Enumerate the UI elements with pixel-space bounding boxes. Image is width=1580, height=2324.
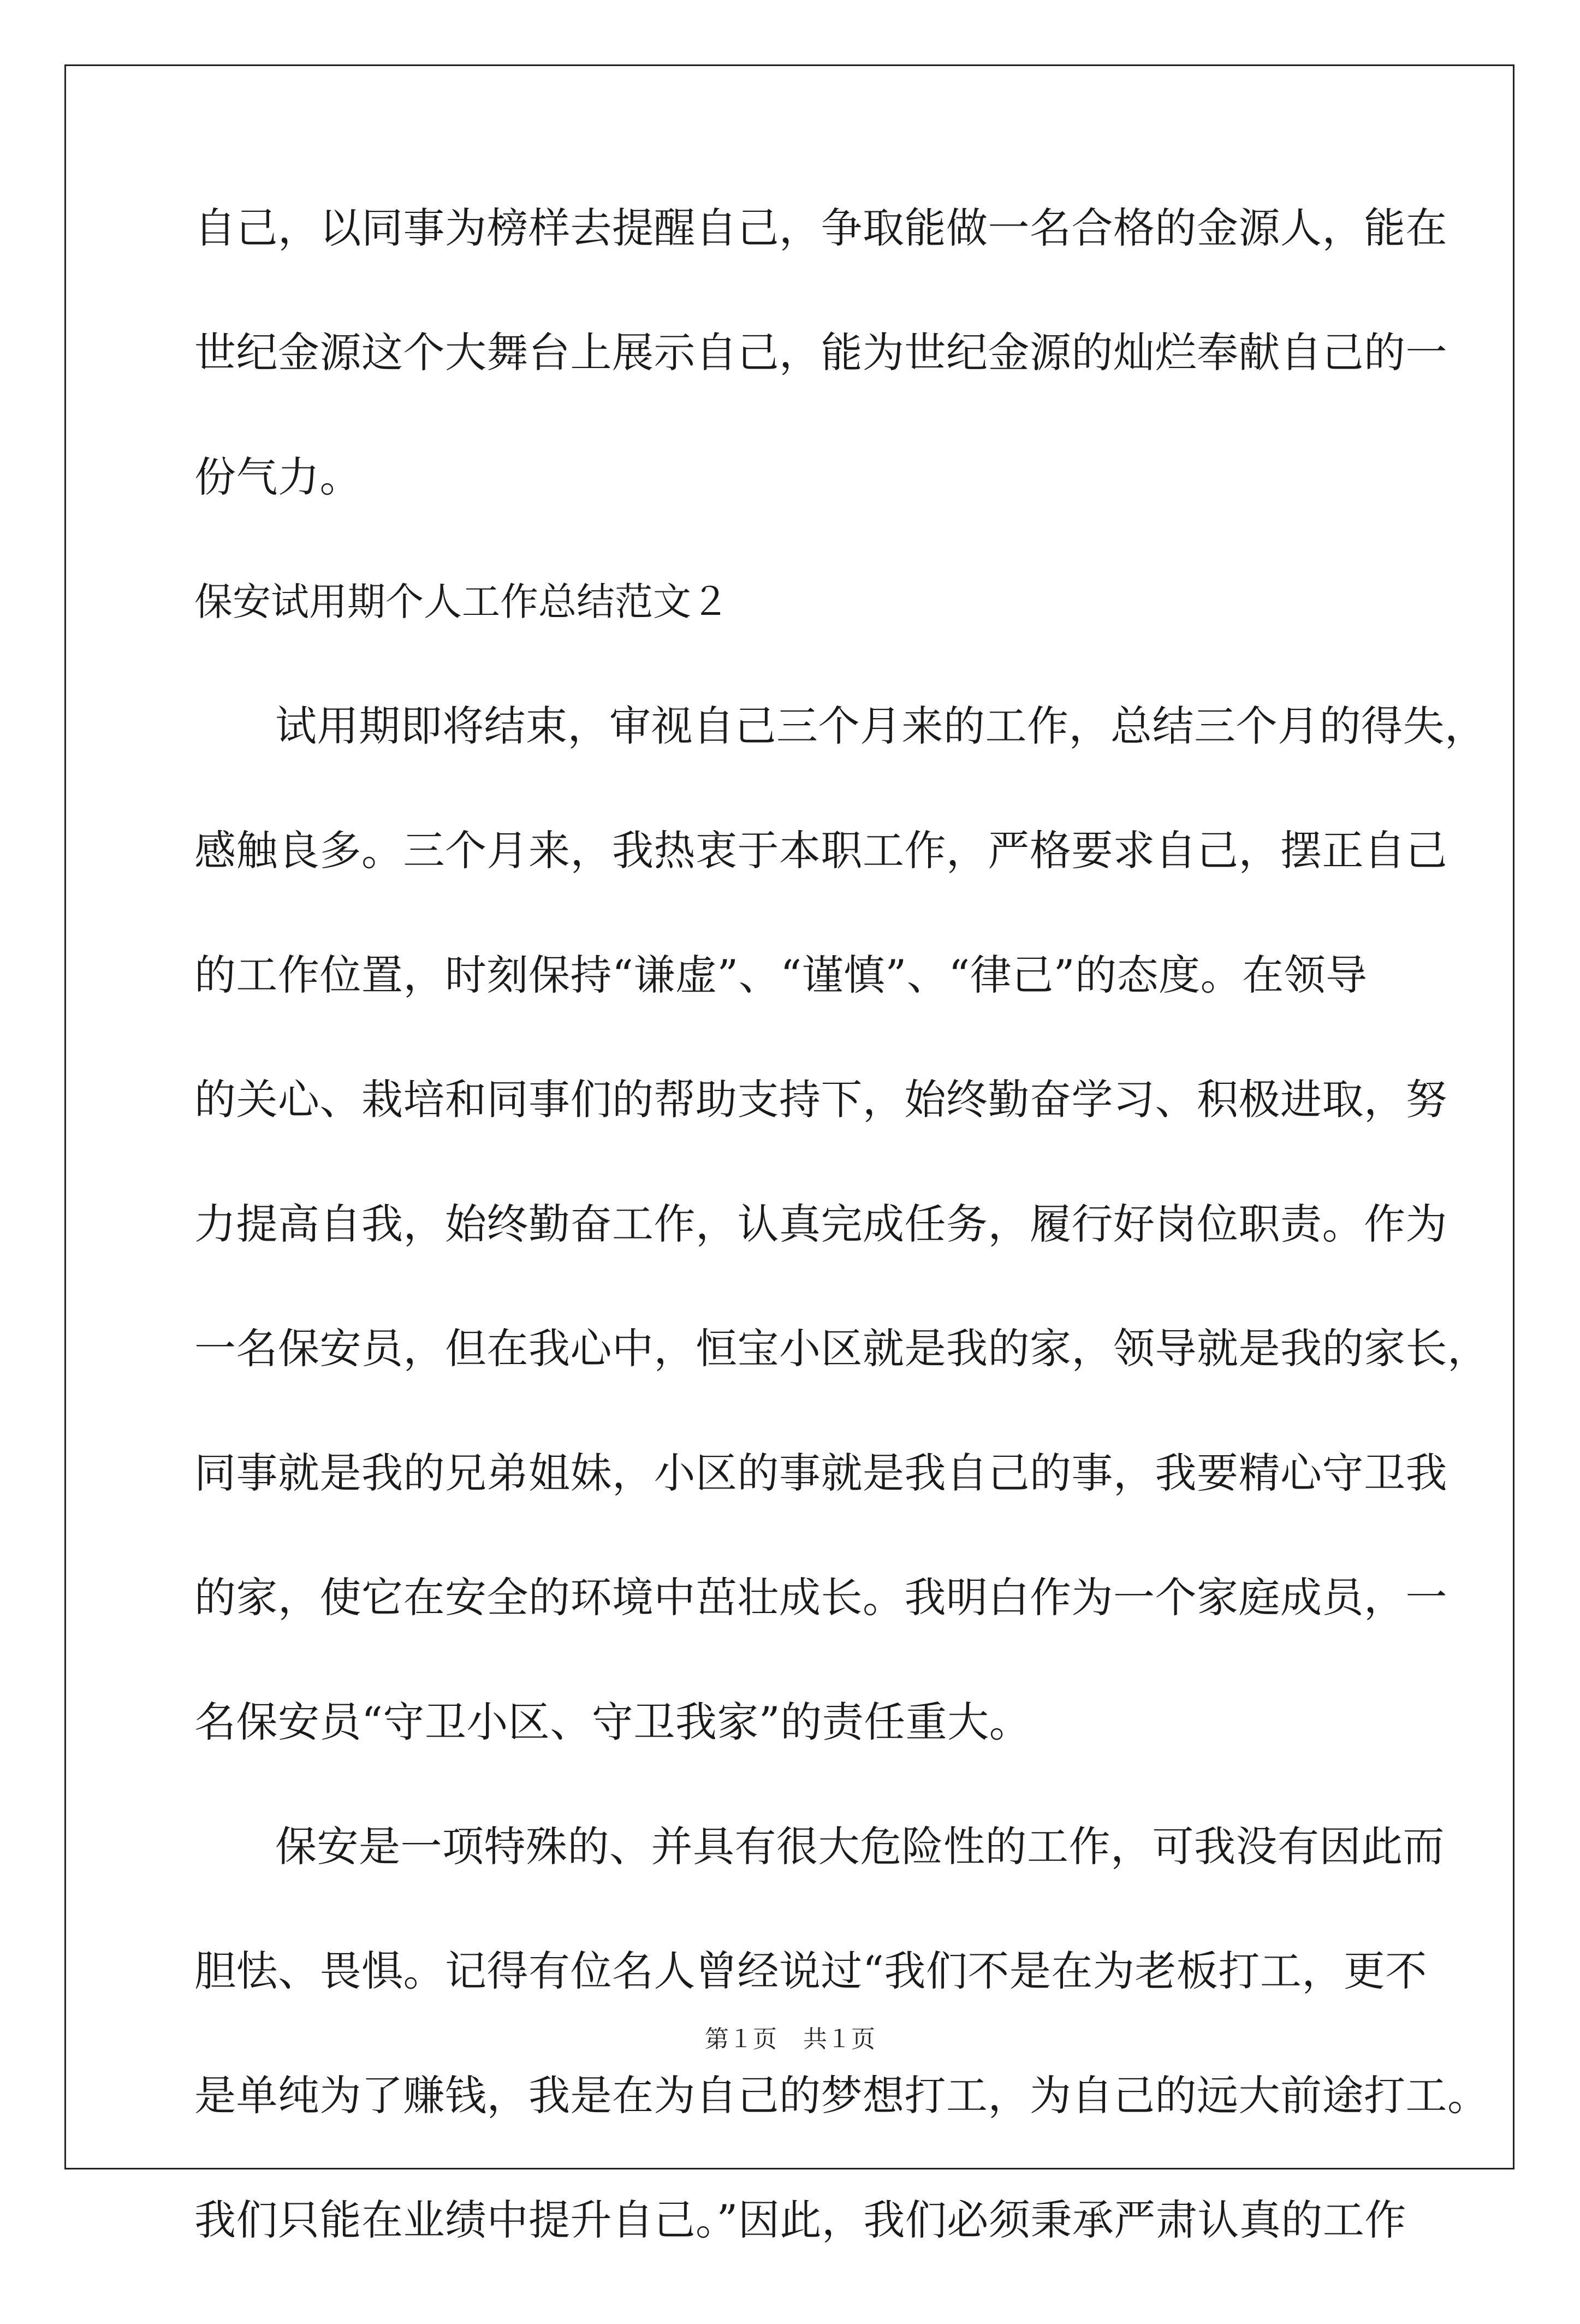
page-number: 第１页 [705,2025,777,2053]
text-line: 的工作位置，时刻保持“谦虚”、“谨慎”、“律己”的态度。在领导 [194,951,1368,999]
text-line: 一名保安员，但在我心中，恒宝小区就是我的家，领导就是我的家长， [194,1324,1489,1373]
page-footer [0,2026,1580,2053]
page-total: 共１页 [803,2025,875,2053]
text-line: 胆怯、畏惧。记得有位名人曾经说过“我们不是在为老板打工，更不 [194,1947,1427,1995]
text-line: 感触良多。三个月来，我热衷于本职工作，严格要求自己，摆正自己 [194,826,1447,875]
text-line: 自己，以同事为榜样去提醒自己，争取能做一名合格的金源人，能在 [194,204,1447,252]
section-title: 保安试用期个人工作总结范文２ [194,579,729,624]
text-line: 是单纯为了赚钱，我是在为自己的梦想打工，为自己的远大前途打工。 [194,2071,1489,2120]
text-line: 的关心、栽培和同事们的帮助支持下，始终勤奋学习、积极进取，努 [194,1075,1447,1124]
text-line: 份气力。 [194,453,361,501]
paragraph-first-line: 保安是一项特殊的、并具有很大危险性的工作，可我没有因此而 [275,1822,1445,1871]
text-line: 名保安员“守卫小区、守卫我家”的责任重大。 [194,1698,1031,1746]
paragraph-first-line: 试用期即将结束，审视自己三个月来的工作，总结三个月的得失， [275,702,1487,750]
text-line: 力提高自我，始终勤奋工作，认真完成任务，履行好岗位职责。作为 [194,1200,1447,1248]
text-line: 的家，使它在安全的环境中茁壮成长。我明白作为一个家庭成员，一 [194,1573,1447,1622]
document-body [194,204,1489,2324]
text-line: 世纪金源这个大舞台上展示自己，能为世纪金源的灿烂奉献自己的一 [194,328,1447,377]
text-line: 我们只能在业绩中提升自己。”因此，我们必须秉承严肃认真的工作 [194,2196,1406,2244]
text-line: 同事就是我的兄弟姐妹，小区的事就是我自己的事，我要精心守卫我 [194,1449,1447,1497]
